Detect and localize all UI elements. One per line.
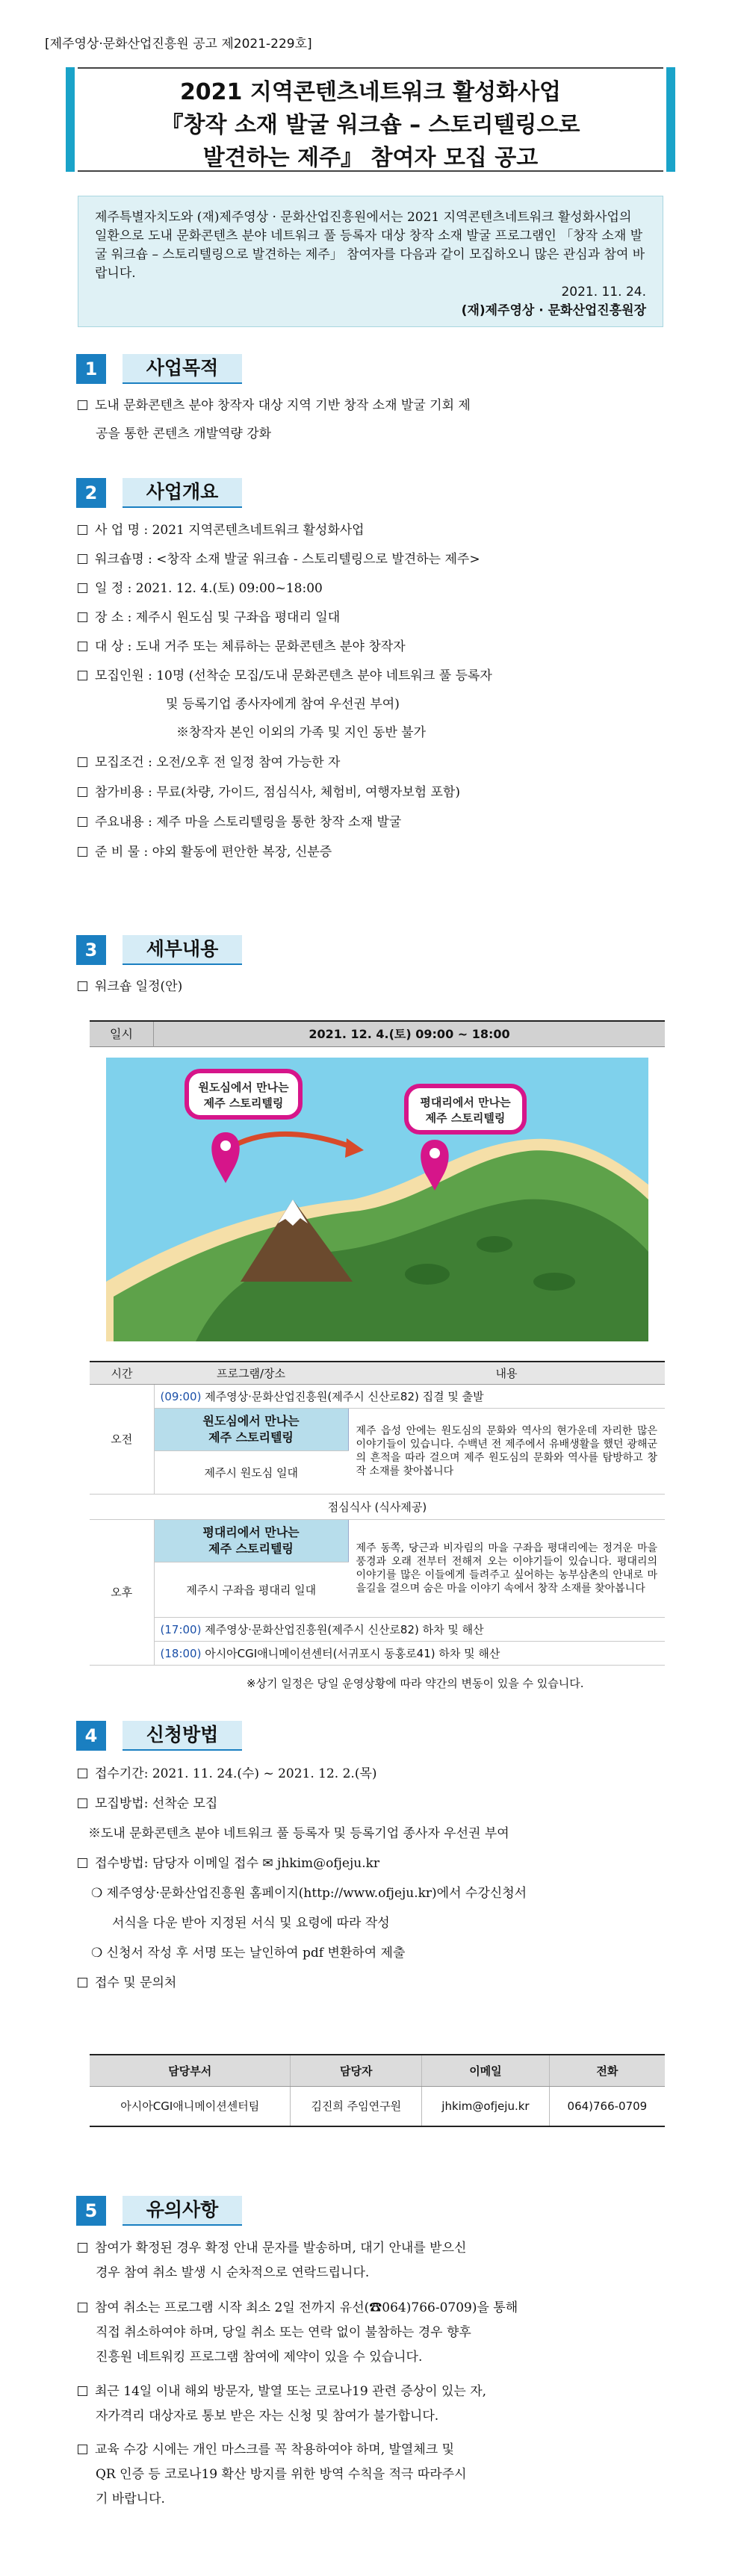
- th-content: 내용: [348, 1362, 665, 1384]
- section-number: 5: [76, 2196, 106, 2226]
- overview-recruit: 모집인원 : 10명 (선착순 모집/도내 문화콘텐츠 분야 네트워크 풀 등록자: [78, 665, 675, 687]
- circle-bullet-icon: ❍: [91, 1946, 107, 1961]
- caution-1: 참여가 확정된 경우 확정 안내 문자를 발송하며, 대기 안내를 받으신 경우 참여 취소 발생 시 순차적으로 연락드립니다.: [78, 2236, 675, 2285]
- map-label-2a: 평대리에서 만나는: [420, 1096, 511, 1109]
- apply-contact-label: 접수 및 문의처: [78, 1972, 675, 1994]
- map-label-1b: 제주 스토리텔링: [203, 1096, 284, 1110]
- pm-description: 제주 동쪽, 당근과 비자림의 마을 구좌읍 평대리에는 정겨운 마을 풍경과 오래 전부터 전해져 오는 이야기들이 있습니다. 평대리의 이야기를 많은 이들에게 들려주고 싶어하는 농부삼촌의 안내로 마을길을 걸으며 숨은 마을 이야기 속에서 창작 소재를 찾아봅니다: [348, 1519, 665, 1617]
- apply-method: 모집방법: 선착순 모집: [78, 1793, 675, 1815]
- caution-2: 참여 취소는 프로그램 시작 최소 2일 전까지 유선(☎064)766-0709)을 통해 직접 취소하여야 하며, 당일 취소 또는 연락 없이 불참하는 경우 향후 진흥원 네트워킹 프로그램 참여에 제약이 있을 수 있습니다.: [78, 2296, 675, 2370]
- overview-content: 주요내용 : 제주 마을 스토리텔링을 통한 창작 소재 발굴: [78, 811, 675, 834]
- pm-place: 제주시 구좌읍 평대리 일대: [154, 1562, 348, 1617]
- title-line-3: 발견하는 제주』 참여자 모집 공고: [202, 145, 539, 171]
- section-title: 사업개요: [123, 478, 242, 508]
- section-title: 세부내용: [123, 935, 242, 965]
- apply-email: 접수방법: 담당자 이메일 접수 ✉ jhkim@ofjeju.kr: [78, 1852, 675, 1875]
- checkbox-icon: [78, 847, 87, 857]
- section-number: 2: [76, 478, 106, 508]
- schedule-head-value: 2021. 12. 4.(토) 09:00 ~ 18:00: [309, 1027, 510, 1041]
- overview-date: 일 정 : 2021. 12. 4.(토) 09:00~18:00: [78, 577, 675, 600]
- overview-workshop: 워크숍명 : <창작 소재 발굴 워크숍 - 스토리텔링으로 발견하는 제주>: [78, 548, 675, 571]
- section-number: 4: [76, 1721, 106, 1751]
- notice-date: 2021. 11. 24.: [561, 285, 646, 300]
- map-label-1a: 원도심에서 만나는: [198, 1081, 289, 1094]
- am-description: 제주 읍성 안에는 원도심의 문화와 역사의 현가운데 자리한 많은 이야기들이 있습니다. 수백년 전 제주에서 유배생활을 했던 광해군의 흔적을 따라 걸으며 제주 원도심의 문화와 역사를 탐방하고 창작 소재를 찾아봅니다: [348, 1408, 665, 1494]
- overview-recruit-2: 및 등록기업 종사자에게 참여 우선권 부여): [166, 697, 400, 712]
- checkbox-icon: [78, 1769, 87, 1778]
- intro-text: 제주특별자치도와 (재)제주영상 · 문화산업진흥원에서는 2021 지역콘텐츠네트워크 활성화사업의 일환으로 도내 문화콘텐츠 분야 네트워크 풀 등록자 대상 창작 소재 발굴 프로그램인 「창작 소재 발굴 워크숍 – 스토리텔링으로 발견하는 제주」 참여자를 다음과 같이 모집하오니 많은 관심과 참여 바랍니다.: [95, 210, 645, 281]
- checkbox-icon: [78, 2445, 87, 2454]
- overview-items: 준 비 물 : 야외 활동에 편안한 복장, 신분증: [78, 841, 675, 863]
- caution-4: 교육 수강 시에는 개인 마스크를 꼭 착용하여야 하며, 발열체크 및 QR 인증 등 코로나19 확산 방지를 위한 방역 수칙을 적극 따라주시 기 바랍니다.: [78, 2438, 675, 2512]
- checkbox-icon: [78, 583, 87, 593]
- overview-target: 대 상 : 도내 거주 또는 체류하는 문화콘텐츠 분야 창작자: [78, 636, 675, 658]
- checkbox-icon: [78, 400, 87, 410]
- section-5-header: [76, 2196, 300, 2226]
- contact-th: 담당부서: [90, 2055, 291, 2086]
- checkbox-icon: [78, 757, 87, 767]
- contact-email: jhkim@ofjeju.kr: [422, 2086, 550, 2126]
- am-program-name: 원도심에서 만나는 제주 스토리텔링: [154, 1408, 348, 1450]
- title-bar-left: [66, 67, 75, 172]
- checkbox-icon: [78, 554, 87, 564]
- checkbox-icon: [78, 787, 87, 797]
- purpose-line-1: 도내 문화콘텐츠 분야 창작자 대상 지역 기반 창작 소재 발굴 기회 제: [78, 394, 675, 417]
- intro-box: [78, 196, 663, 327]
- checkbox-icon: [78, 817, 87, 827]
- notice-number: [제주영상·문화산업진흥원 공고 제2021-229호]: [45, 37, 312, 52]
- table-row: (18:00) 아시아CGI애니메이션센터(서귀포시 동홍로41) 하차 및 해산: [154, 1641, 665, 1665]
- overview-place: 장 소 : 제주시 원도심 및 구좌읍 평대리 일대: [78, 606, 675, 629]
- apply-sub-1b: 서식을 다운 받아 지정된 서식 및 요령에 따라 작성: [112, 1916, 390, 1931]
- am-place: 제주시 원도심 일대: [154, 1450, 348, 1494]
- caution-3: 최근 14일 이내 해외 방문자, 발열 또는 코로나19 관련 증상이 있는 자, 자가격리 대상자로 통보 받은 자는 신청 및 참여가 불가합니다.: [78, 2380, 675, 2429]
- contact-th: 전화: [549, 2055, 665, 2086]
- schedule-label: 워크숍 일정(안): [78, 975, 675, 998]
- section-title: 사업목적: [123, 354, 242, 384]
- section-4-header: [76, 1721, 300, 1751]
- table-row: [90, 2086, 665, 2126]
- checkbox-icon: [78, 2303, 87, 2312]
- checkbox-icon: [78, 642, 87, 651]
- circle-bullet-icon: ❍: [91, 1886, 107, 1901]
- contact-table: [90, 2054, 665, 2127]
- program-table: [90, 1361, 665, 1666]
- checkbox-icon: [78, 1798, 87, 1808]
- map-label-2b: 제주 스토리텔링: [425, 1111, 506, 1125]
- title-box: [78, 67, 663, 172]
- apply-period: 접수기간: 2021. 11. 24.(수) ~ 2021. 12. 2.(목): [78, 1763, 675, 1785]
- purpose-line-2: 공을 통한 콘텐츠 개발역량 강화: [96, 426, 272, 441]
- th-program: 프로그램/장소: [154, 1362, 348, 1384]
- checkbox-icon: [78, 2243, 87, 2253]
- checkbox-icon: [78, 981, 87, 991]
- contact-person: 김진희 주임연구원: [291, 2086, 422, 2126]
- section-title: 유의사항: [123, 2196, 242, 2226]
- th-time: 시간: [90, 1362, 154, 1384]
- lunch-row: 점심식사 (식사제공): [90, 1494, 665, 1519]
- section-number: 1: [76, 354, 106, 384]
- table-row: (09:00) 제주영상·문화산업진흥원(제주시 신산로82) 집결 및 출발: [154, 1384, 665, 1408]
- title-line-2: 『창작 소재 발굴 워크숍 – 스토리텔링으로: [161, 112, 580, 138]
- checkbox-icon: [78, 612, 87, 622]
- section-1-header: [76, 354, 300, 384]
- table-row: (17:00) 제주영상·문화산업진흥원(제주시 신산로82) 하차 및 해산: [154, 1617, 665, 1641]
- contact-phone: 064)766-0709: [549, 2086, 665, 2126]
- schedule-note: ※상기 일정은 당일 운영상황에 따라 약간의 변동이 있을 수 있습니다.: [247, 1677, 584, 1690]
- apply-priority: ※도내 문화콘텐츠 분야 네트워크 풀 등록자 및 등록기업 종사자 우선권 부여: [88, 1826, 509, 1841]
- title-line-1: 2021 지역콘텐츠네트워크 활성화사업: [179, 79, 562, 105]
- schedule-head: [90, 1020, 665, 1047]
- section-title: 신청방법: [123, 1721, 242, 1751]
- contact-th: 담당자: [291, 2055, 422, 2086]
- apply-sub-1: ❍ 제주영상·문화산업진흥원 홈페이지(http://www.ofjeju.kr)에서 수강신청서: [91, 1886, 527, 1901]
- overview-condition: 모집조건 : 오전/오후 전 일정 참여 가능한 자: [78, 751, 675, 774]
- section-3-header: [76, 935, 300, 965]
- section-number: 3: [76, 935, 106, 965]
- checkbox-icon: [78, 1858, 87, 1868]
- contact-th: 이메일: [422, 2055, 550, 2086]
- jeju-map-illustration: [106, 1058, 648, 1341]
- apply-sub-2: ❍ 신청서 작성 후 서명 또는 날인하여 pdf 변환하여 제출: [91, 1946, 406, 1961]
- notice-org: (재)제주영상 · 문화산업진흥원장: [461, 303, 646, 318]
- checkbox-icon: [78, 1978, 87, 1987]
- section-2-header: [76, 478, 300, 508]
- title-bar-right: [666, 67, 675, 172]
- checkbox-icon: [78, 671, 87, 680]
- checkbox-icon: [78, 2386, 87, 2396]
- overview-fee: 참가비용 : 무료(차량, 가이드, 점심식사, 체험비, 여행자보험 포함): [78, 781, 675, 804]
- contact-dept: 아시아CGI애니메이션센터팀: [90, 2086, 291, 2126]
- pm-program-name: 평대리에서 만나는 제주 스토리텔링: [154, 1519, 348, 1562]
- schedule-head-label: 일시: [90, 1022, 154, 1047]
- pm-label: 오후: [90, 1519, 154, 1665]
- overview-recruit-note: ※창작자 본인 이외의 가족 및 지인 동반 불가: [176, 725, 427, 740]
- overview-project: 사 업 명 : 2021 지역콘텐츠네트워크 활성화사업: [78, 519, 675, 541]
- checkbox-icon: [78, 525, 87, 535]
- am-label: 오전: [90, 1384, 154, 1494]
